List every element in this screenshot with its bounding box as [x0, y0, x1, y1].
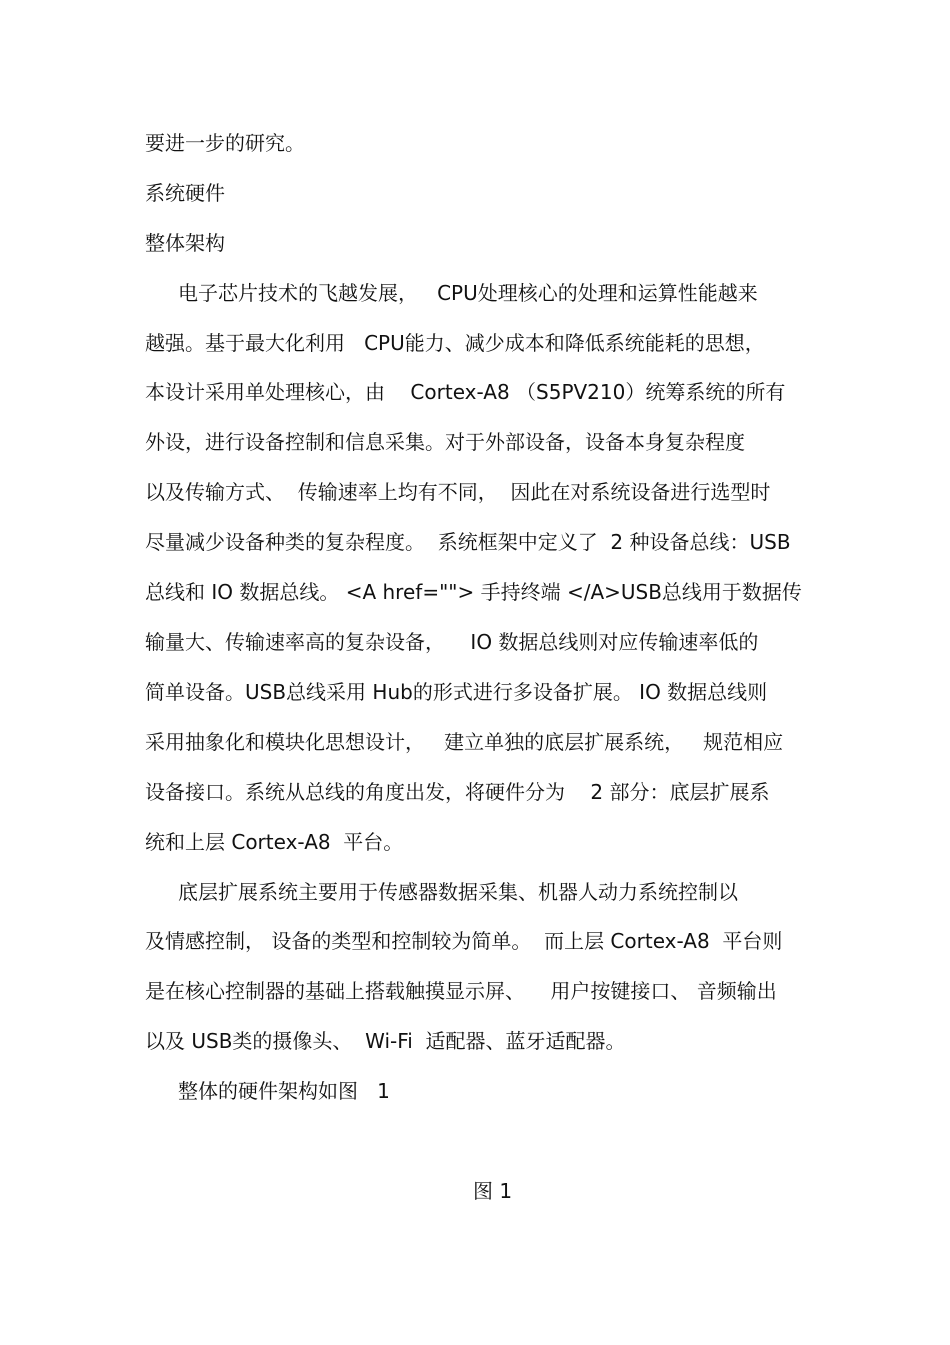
- paragraph-3: 整体的硬件架构如图 1: [178, 1079, 390, 1103]
- text-line: 简单设备。USB总线采用 Hub的形式进行多设备扩展。 IO 数据总线则: [145, 680, 768, 704]
- text-line: 底层扩展系统主要用于传感器数据采集、机器人动力系统控制以: [178, 880, 738, 904]
- text-line: 尽量减少设备种类的复杂程度。 系统框架中定义了 2 种设备总线：USB: [145, 530, 791, 554]
- text-line: 总线和 IO 数据总线。 <A href=""> 手持终端 </A>USB总线用于数据传: [145, 580, 802, 604]
- text-line: 设备接口。系统从总线的角度出发，将硬件分为 2 部分：底层扩展系: [145, 780, 770, 804]
- text-line: 本设计采用单处理核心，由 Cortex-A8 （S5PV210）统筹系统的所有: [145, 380, 786, 404]
- text-line: 以及 USB类的摄像头、 Wi-Fi 适配器、蓝牙适配器。: [145, 1029, 626, 1053]
- subsection-heading: 整体架构: [145, 231, 225, 255]
- text-line: 统和上层 Cortex-A8 平台。: [145, 830, 404, 854]
- text-line: 越强。基于最大化利用 CPU能力、减少成本和降低系统能耗的思想，: [145, 331, 765, 355]
- text-line: 要进一步的研究。: [145, 131, 305, 155]
- text-line: 输量大、传输速率高的复杂设备， IO 数据总线则对应传输速率低的: [145, 630, 759, 654]
- text-line: 采用抽象化和模块化思想设计， 建立单独的底层扩展系统， 规范相应: [145, 730, 784, 754]
- text-line: 及情感控制， 设备的类型和控制较为简单。 而上层 Cortex-A8 平台则: [145, 929, 783, 953]
- figure-caption: 图 1: [473, 1179, 513, 1203]
- text-line: 外设，进行设备控制和信息采集。对于外部设备，设备本身复杂程度: [145, 430, 745, 454]
- text-line: 以及传输方式、 传输速率上均有不同， 因此在对系统设备进行选型时: [145, 480, 771, 504]
- text-line: 电子芯片技术的飞越发展， CPU处理核心的处理和运算性能越来: [178, 281, 758, 305]
- section-heading: 系统硬件: [145, 181, 225, 205]
- text-line: 是在核心控制器的基础上搭载触摸显示屏、 用户按键接口、 音频输出: [145, 979, 777, 1003]
